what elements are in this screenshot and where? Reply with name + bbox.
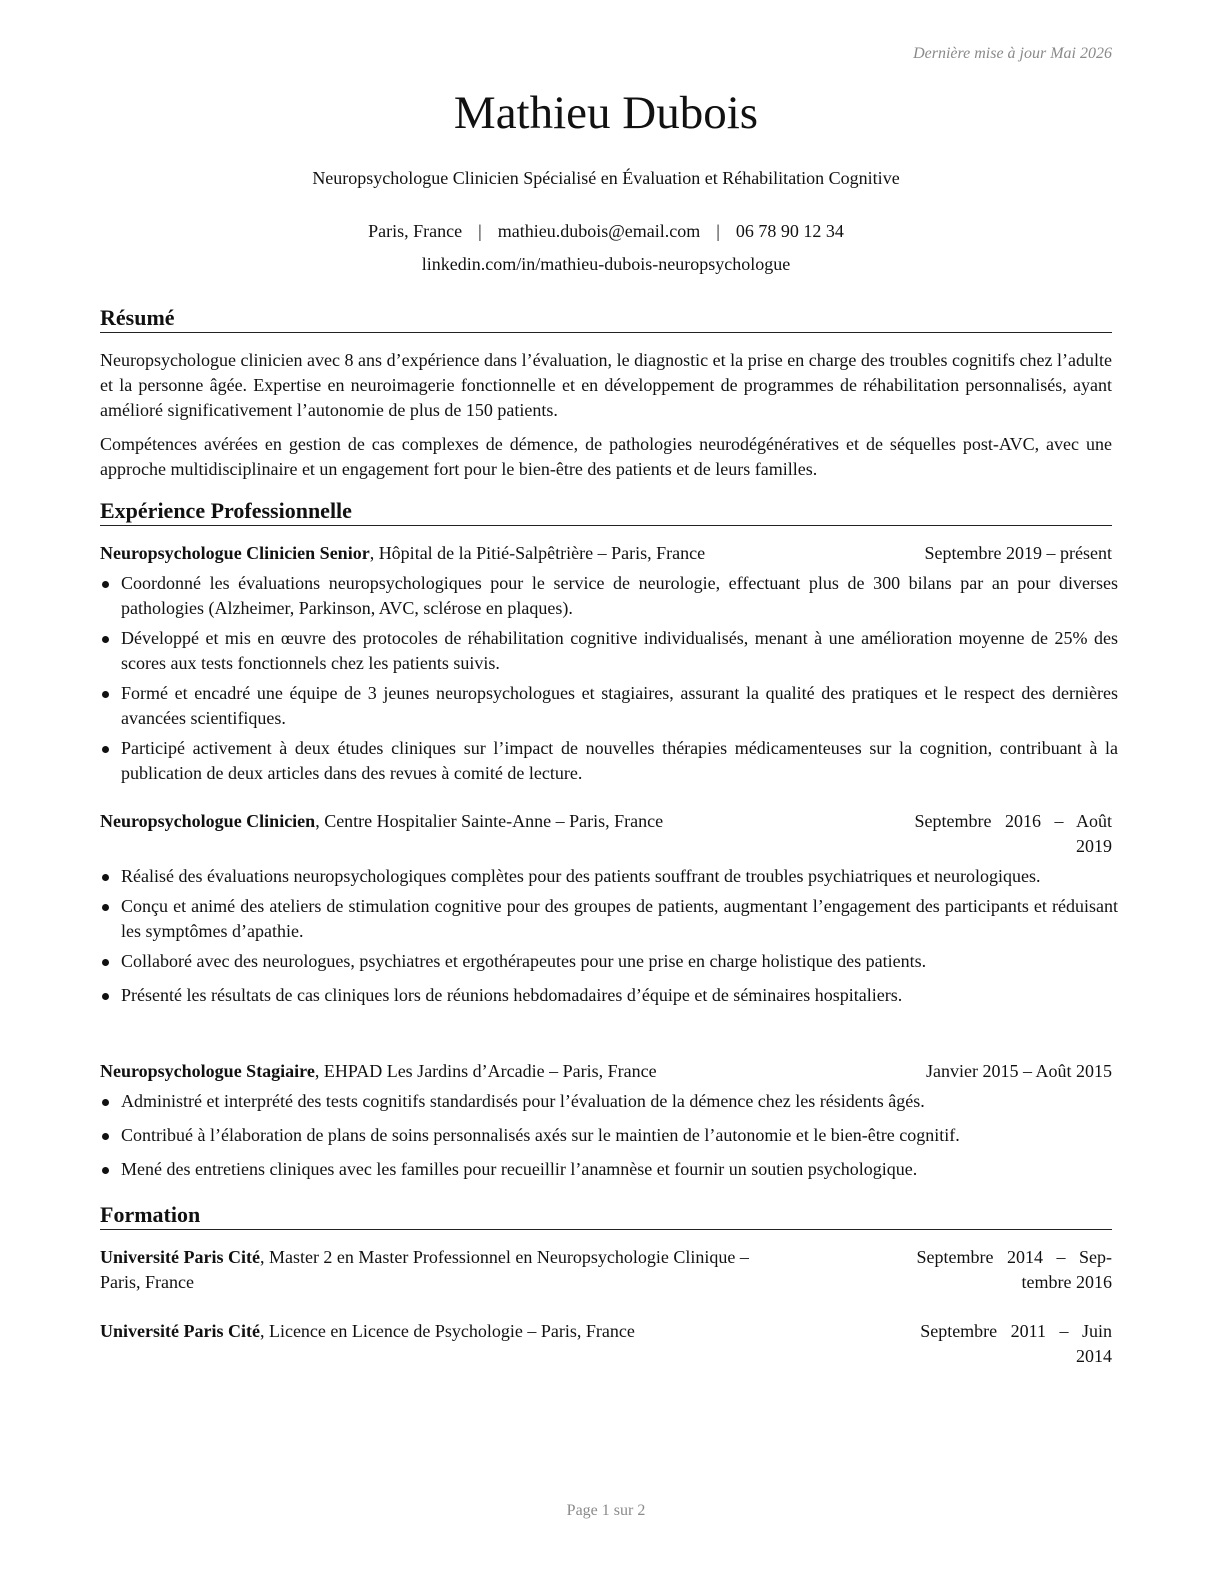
education-degree-text: , Master 2 en Master Professionnel en Neuropsychologie Clinique – xyxy=(259,1247,749,1267)
job-place: , Hôpital de la Pitié-Salpêtrière – Paris, France xyxy=(369,543,706,563)
bullet-text: Formé et encadré une équipe de 3 jeunes neuropsychologues et stagiaires, assurant la qualité des pratiques et le respect des dernières avancées scientifiques. xyxy=(121,683,1118,728)
job-dates: Septembre 2019 – présent xyxy=(924,543,1112,563)
job-role: Neuropsychologue Stagiaire xyxy=(100,1061,315,1081)
candidate-name: Mathieu Dubois xyxy=(453,87,759,139)
bullet-dot-icon xyxy=(102,581,109,588)
job-dates-line: Septembre 2016 – Août xyxy=(914,811,1112,831)
bullet-dot-icon xyxy=(102,636,109,643)
bullet-text: Contribué à l’élaboration de plans de soins personnalisés axés sur le maintien de l’autonomie et le bien-être cognitif. xyxy=(121,1125,960,1145)
page-number: Page 1 sur 2 xyxy=(566,1502,646,1519)
job-title-line xyxy=(100,541,705,566)
bullet-text: Développé et mis en œuvre des protocoles de réhabilitation cognitive individualisés, menant à une amélioration moyenne de 25% des scores aux tests fonctionnels chez les patients suivis. xyxy=(121,628,1118,673)
bullet-dot-icon xyxy=(102,1167,109,1174)
job-dates-line: 2019 xyxy=(1076,836,1112,856)
section-title-summary: Résumé xyxy=(100,305,1112,333)
section-title-education: Formation xyxy=(100,1202,1112,1230)
bullet-dot-icon xyxy=(102,874,109,881)
bullet-dot-icon xyxy=(102,993,109,1000)
contact-line xyxy=(100,221,1112,242)
education-school: Université Paris Cité xyxy=(100,1321,260,1341)
contact-location: Paris, France xyxy=(368,221,463,241)
education-degree-text: Paris, France xyxy=(100,1272,194,1292)
list-item xyxy=(100,1123,1118,1148)
summary-paragraph: Neuropsychologue clinicien avec 8 ans d’expérience dans l’évaluation, le diagnostic et la prise en charge des troubles cognitifs chez l’adulte et la personne âgée. Expertise en neuroimagerie fonctionnelle et en développement de programmes de réhabilitation personnalisés, ayant amélioré significativement l’autonomie de plus de 150 patients. xyxy=(100,350,1112,420)
bullet-text: Réalisé des évaluations neuropsychologiques complètes pour des patients souffrant de troubles psychiatriques et neurologiques. xyxy=(121,866,1041,886)
job-dates: Janvier 2015 – Août 2015 xyxy=(926,1061,1112,1081)
bullet-dot-icon xyxy=(102,904,109,911)
list-item xyxy=(100,1157,1118,1182)
bullet-dot-icon xyxy=(102,691,109,698)
education-entry xyxy=(100,1245,1112,1295)
job-place: , Centre Hospitalier Sainte-Anne – Paris, France xyxy=(315,811,664,831)
list-item xyxy=(100,571,1118,621)
candidate-subtitle: Neuropsychologue Clinicien Spécialisé en Évaluation et Réhabilitation Cognitive xyxy=(312,168,900,188)
bullet-text: Présenté les résultats de cas cliniques lors de réunions hebdomadaires d’équipe et de séminaires hospitaliers. xyxy=(121,985,903,1005)
contact-separator: | xyxy=(478,221,482,241)
education-school: Université Paris Cité xyxy=(100,1247,260,1267)
linkedin-link[interactable]: linkedin.com/in/mathieu-dubois-neuropsychologue xyxy=(421,254,791,274)
list-item xyxy=(100,1089,1118,1114)
contact-email[interactable]: mathieu.dubois@email.com xyxy=(497,221,701,241)
education-degree xyxy=(100,1245,749,1295)
job-role: Neuropsychologue Clinicien Senior xyxy=(100,543,370,563)
bullet-dot-icon xyxy=(102,959,109,966)
list-item xyxy=(100,626,1118,676)
education-degree-text: , Licence en Licence de Psychologie – Paris, France xyxy=(259,1321,635,1341)
education-entry xyxy=(100,1319,1112,1369)
job-title-line xyxy=(100,809,663,834)
education-degree xyxy=(100,1319,635,1344)
job-title-line xyxy=(100,1059,657,1084)
list-item xyxy=(100,864,1118,889)
list-item xyxy=(100,681,1118,731)
contact-phone[interactable]: 06 78 90 12 34 xyxy=(735,221,844,241)
list-item xyxy=(100,949,1118,974)
bullet-text: Participé activement à deux études cliniques sur l’impact de nouvelles thérapies médicamenteuses sur la cognition, contribuant à la publication de deux articles dans des revues à comité de lecture. xyxy=(121,738,1118,783)
list-item xyxy=(100,894,1118,944)
contact-separator: | xyxy=(716,221,720,241)
job-bullets xyxy=(100,864,1118,1013)
education-dates xyxy=(920,1319,1112,1369)
job-bullets xyxy=(100,1089,1118,1187)
job-place: , EHPAD Les Jardins d’Arcadie – Paris, France xyxy=(314,1061,657,1081)
bullet-text: Collaboré avec des neurologues, psychiatres et ergothérapeutes pour une prise en charge holistique des patients. xyxy=(121,951,927,971)
resume-page xyxy=(100,0,1118,1584)
last-update-note: Dernière mise à jour Mai 2026 xyxy=(913,45,1112,62)
list-item xyxy=(100,983,1118,1008)
bullet-text: Coordonné les évaluations neuropsychologiques pour le service de neurologie, effectuant plus de 300 bilans par an pour diverses pathologies (Alzheimer, Parkinson, AVC, sclérose en plaques). xyxy=(121,573,1118,618)
job-dates xyxy=(915,809,1112,859)
bullet-text: Administré et interprété des tests cognitifs standardisés pour l’évaluation de la démence chez les résidents âgés. xyxy=(121,1091,925,1111)
job-bullets xyxy=(100,571,1118,791)
bullet-dot-icon xyxy=(102,1133,109,1140)
job-role: Neuropsychologue Clinicien xyxy=(100,811,316,831)
list-item xyxy=(100,736,1118,786)
bullet-text: Mené des entretiens cliniques avec les familles pour recueillir l’anamnèse et fournir un soutien psychologique. xyxy=(121,1159,918,1179)
bullet-dot-icon xyxy=(102,1099,109,1106)
summary-paragraph: Compétences avérées en gestion de cas complexes de démence, de pathologies neurodégénératives et de séquelles post-AVC, avec une approche multidisciplinaire et un engagement fort pour le bien-être des patients et de leurs familles. xyxy=(100,434,1112,479)
education-dates-line: Septembre 2014 – Sep- xyxy=(916,1247,1112,1267)
section-title-experience: Expérience Professionnelle xyxy=(100,498,1112,526)
education-dates-line: Septembre 2011 – Juin xyxy=(920,1321,1112,1341)
education-dates-line: tembre 2016 xyxy=(1021,1272,1112,1292)
education-dates-line: 2014 xyxy=(1076,1346,1112,1366)
bullet-dot-icon xyxy=(102,746,109,753)
bullet-text: Conçu et animé des ateliers de stimulation cognitive pour des groupes de patients, augmentant l’engagement des participants et réduisant les symptômes d’apathie. xyxy=(121,896,1118,941)
education-dates xyxy=(917,1245,1112,1295)
